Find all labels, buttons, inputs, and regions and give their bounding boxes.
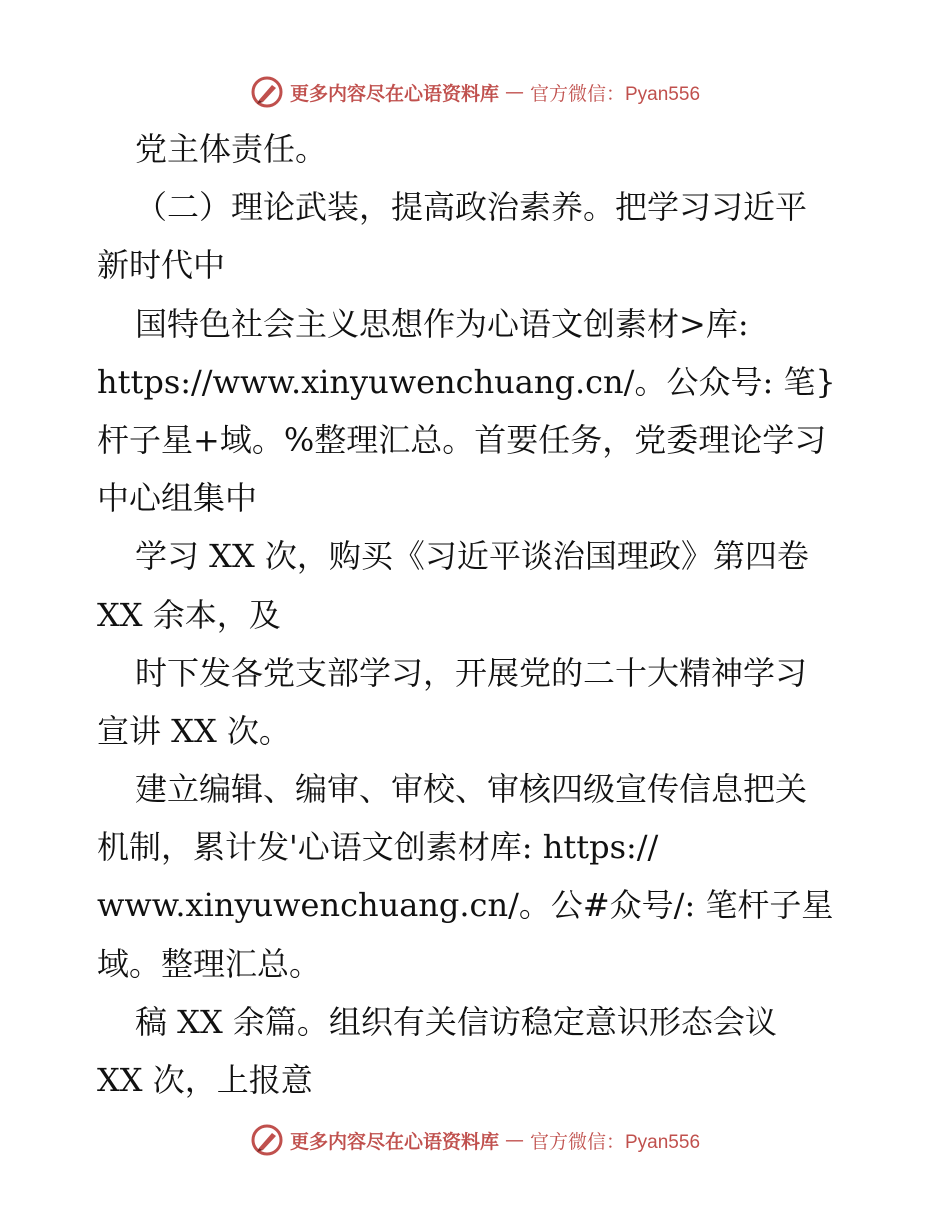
banner-separator: — bbox=[505, 1129, 524, 1151]
text-line: 机制，累计发'心语文创素材库: https:// bbox=[97, 828, 659, 867]
text-line: 宣讲 XX 次。 bbox=[97, 711, 291, 750]
text-line: 域。整理汇总。 bbox=[97, 944, 322, 983]
text-line: https://www.xinyuwenchuang.cn/。公众号: 笔} bbox=[97, 362, 836, 401]
text-line: 杆子星+域。%整理汇总。首要任务，党委理论学习 bbox=[97, 420, 827, 459]
header-banner bbox=[0, 72, 950, 112]
banner-title: 更多内容尽在心语资料库 bbox=[289, 1130, 499, 1153]
banner-separator: — bbox=[505, 81, 524, 103]
text-line: XX 次，上报意 bbox=[97, 1061, 313, 1099]
pen-logo-icon bbox=[250, 1123, 284, 1157]
text-line: 学习 XX 次，购买《习近平谈治国理政》第四卷 bbox=[135, 537, 809, 576]
text-line: 中心组集中 bbox=[97, 479, 258, 518]
text-line: www.xinyuwenchuang.cn/。公#众号/: 笔杆子星 bbox=[97, 886, 834, 925]
text-line: 国特色社会主义思想作为心语文创素材>库: bbox=[135, 304, 749, 343]
text-line: 时下发各党支部学习，开展党的二十大精神学习 bbox=[135, 653, 808, 692]
banner-contact: 官方微信：Pyan556 bbox=[530, 83, 701, 105]
pen-logo-icon bbox=[250, 75, 284, 109]
text-line: 新时代中 bbox=[97, 246, 226, 285]
text-line: （二）理论武装，提高政治素养。把学习习近平 bbox=[135, 188, 808, 227]
text-line: XX 余本，及 bbox=[97, 595, 281, 634]
banner-title: 更多内容尽在心语资料库 bbox=[289, 82, 499, 105]
text-line: 稿 XX 余篇。组织有关信访稳定意识形态会议 bbox=[135, 1002, 777, 1041]
text-line: 建立编辑、编审、审校、审核四级宣传信息把关 bbox=[135, 770, 808, 809]
footer-banner bbox=[0, 1120, 950, 1160]
text-line: 党主体责任。 bbox=[135, 130, 328, 168]
document-body bbox=[97, 120, 857, 1109]
banner-contact: 官方微信：Pyan556 bbox=[530, 1131, 701, 1153]
